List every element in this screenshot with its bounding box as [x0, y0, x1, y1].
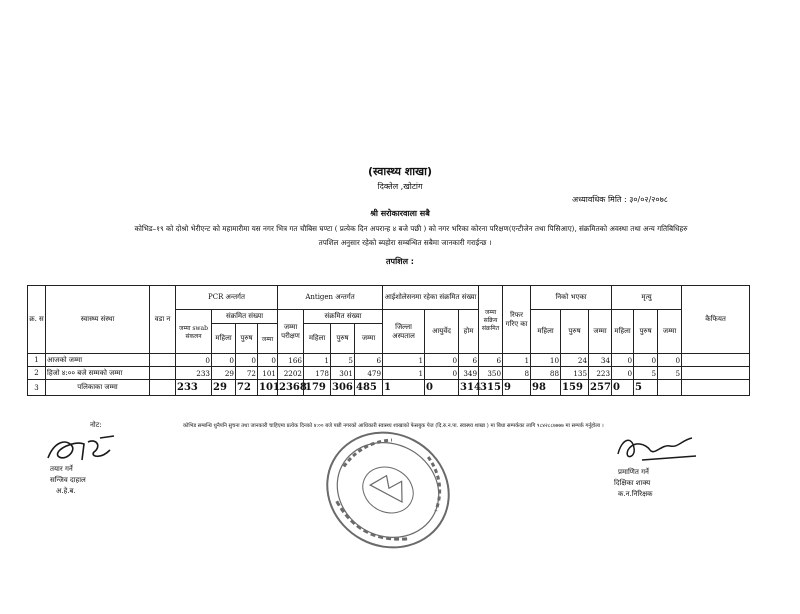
cell-rec-female: 88	[531, 367, 561, 380]
header-sn: क्र. स	[28, 286, 46, 354]
header-ag-infected: संक्रमित संख्या	[304, 310, 383, 324]
verified-by-role: क.न.निरिक्षक	[618, 490, 653, 498]
header-death-total: जम्मा	[658, 310, 682, 354]
cell-ag-infected-total: 485	[355, 380, 383, 396]
header-ayurveda: आयुर्वेद	[425, 310, 459, 354]
updated-date: अध्यावधिक मिति : ३०/०२/२०७८	[572, 195, 668, 204]
cell-iso-home: 6	[459, 354, 479, 367]
verified-by-label: प्रमाणित गर्ने	[618, 468, 649, 476]
table-row	[28, 354, 750, 367]
cell-pcr-female: 29	[212, 367, 236, 380]
header-antigen: Antigen अन्तर्गत	[278, 286, 383, 310]
cell-refer: 8	[503, 367, 531, 380]
header-pcr-male: पुरुष	[236, 324, 258, 354]
footnote: कोभिड सम्बन्धि थुनैपनि सुचना तथा जानकारी चाहिएमा प्रत्येक दिनको ४:०० बजे पछी नगरको आधिकारी स्वास्थ्य शाखाको फेसबुक पेज (दि.रु.न.पा. स्वास्थ्य शाखा ) मा बिधा सम्पर्कका लागि ९८४२८८७७७७ मा सम्पर्क गर्नुहोला ।	[183, 423, 604, 429]
cell-rec-female: 10	[531, 354, 561, 367]
cell-death-female: 0	[612, 367, 634, 380]
cell-ag-male: 5	[331, 354, 355, 367]
cell-death-total: 0	[658, 354, 682, 367]
header-death: मृत्यु	[612, 286, 682, 310]
header-refer: रिफर गरिए का	[503, 286, 531, 354]
cell-rec-total: 257	[589, 380, 612, 396]
header-death-male: पुरुष	[634, 310, 658, 354]
header-ward: वडा न	[150, 286, 176, 354]
cell-pcr-male: 0	[236, 354, 258, 367]
cell-remarks	[682, 367, 750, 380]
cell-ag-total: 2368	[278, 380, 304, 396]
cell-ag-female: 179	[304, 380, 331, 396]
cell-death-male: 5	[634, 380, 658, 396]
cell-death-total	[658, 380, 682, 396]
header-remarks: कैफियत	[682, 286, 750, 354]
header-rec-female: महिला	[531, 310, 561, 354]
cell-refer: 1	[503, 354, 531, 367]
header-pcr: PCR अन्तर्गत	[176, 286, 278, 310]
header-rec-male: पुरुष	[561, 310, 589, 354]
header-death-female: महिला	[612, 310, 634, 354]
verifier-signature	[612, 430, 702, 468]
cell-label: पलिकाका जम्मा	[46, 380, 150, 396]
cell-iso-district: 1	[383, 354, 425, 367]
cell-pcr-swab: 0	[176, 354, 212, 367]
prepared-by-name: सन्जिव दाहाल	[50, 476, 86, 484]
cell-sn: 2	[28, 367, 46, 380]
cell-death-male: 0	[634, 354, 658, 367]
cell-iso-district: 1	[383, 380, 425, 396]
cell-iso-district: 1	[383, 367, 425, 380]
cell-pcr-female: 29	[212, 380, 236, 396]
cell-refer: 9	[503, 380, 531, 396]
table-row-total	[28, 380, 750, 396]
cell-ag-total: 2202	[278, 367, 304, 380]
header-ag-female: महिला	[304, 324, 331, 354]
cell-sn: 1	[28, 354, 46, 367]
cell-active: 350	[479, 367, 503, 380]
header-recovered: निको भएका	[531, 286, 612, 310]
cell-ag-female: 1	[304, 354, 331, 367]
cell-ag-infected-total: 479	[355, 367, 383, 380]
cell-iso-ayurveda: 0	[425, 354, 459, 367]
note-label: नोट:	[90, 421, 102, 429]
cell-pcr-male: 72	[236, 367, 258, 380]
cell-label: हिजो ४:०० बजे सम्मको जम्मा	[46, 367, 150, 380]
cell-ag-total: 166	[278, 354, 304, 367]
cell-pcr-total: 0	[258, 354, 278, 367]
cell-remarks	[682, 380, 750, 396]
cell-active: 315	[479, 380, 503, 396]
cell-ward	[150, 354, 176, 367]
header-pcr-total: जम्मा	[258, 324, 278, 354]
cell-label: आजको जम्मा	[46, 354, 150, 367]
verified-by-name: दिक्षिका शाक्य	[614, 479, 651, 487]
header-pcr-female: महिला	[212, 324, 236, 354]
header-isolation: आईशोलेसनमा रहेका संक्रमित संख्या	[383, 286, 479, 310]
cell-pcr-total: 101	[258, 380, 278, 396]
cell-ward	[150, 367, 176, 380]
cell-rec-male: 24	[561, 354, 589, 367]
cell-active: 6	[479, 354, 503, 367]
cell-iso-home: 314	[459, 380, 479, 396]
table-row	[28, 367, 750, 380]
cell-ag-male: 301	[331, 367, 355, 380]
cell-ag-female: 178	[304, 367, 331, 380]
header-pcr-infected: संक्रमित संख्या	[212, 310, 278, 324]
office-location: दिक्तेल ,खोटांग	[377, 182, 423, 191]
cell-rec-female: 98	[531, 380, 561, 396]
cell-rec-total: 223	[589, 367, 612, 380]
cell-rec-male: 159	[561, 380, 589, 396]
header-active: जम्मा सक्रिय संक्रमित	[479, 286, 503, 354]
office-title: (स्वास्थ्य शाखा)	[368, 165, 432, 178]
cell-ag-male: 306	[331, 380, 355, 396]
header-pcr-swab: जम्मा swab संकलन	[176, 310, 212, 354]
cell-ag-infected-total: 6	[355, 354, 383, 367]
cell-ward	[150, 380, 176, 396]
cell-death-female: 0	[612, 354, 634, 367]
header-district-hospital: जिल्ला अस्पताल	[383, 310, 425, 354]
header-rec-total: जम्मा	[589, 310, 612, 354]
cell-rec-male: 135	[561, 367, 589, 380]
preparer-signature	[44, 432, 124, 468]
cell-pcr-swab: 233	[176, 380, 212, 396]
cell-iso-home: 349	[459, 367, 479, 380]
covid-status-table	[27, 285, 750, 396]
cell-pcr-total: 101	[258, 367, 278, 380]
header-ag-total-infected: जम्मा	[355, 324, 383, 354]
cell-pcr-male: 72	[236, 380, 258, 396]
cell-iso-ayurveda: 0	[425, 380, 459, 396]
cell-iso-ayurveda: 0	[425, 367, 459, 380]
details-heading: तपशिल :	[385, 257, 415, 266]
cell-death-total: 5	[658, 367, 682, 380]
intro-line-2: तपशिल अनुसार रहेको ब्यहोरा सम्बन्धित सबैमा जानकारी गराईन्छ ।	[318, 238, 492, 247]
cell-sn: 3	[28, 380, 46, 396]
intro-line-1: कोभिड–१९ को दोश्रो भेरीएन्ट को महामारीमा यस नगर भित्र गत चौबिस घण्टा ( प्रत्येक दिन अपरान्ह ४ बजे पछी ) को नगर भरिका कोरना परिक्षण(एन्टीजेन तथा पिसिआए), संक्रमितको अवस्था तथा अन्य गतिबिधिहरु	[134, 224, 688, 233]
header-ag-total: जम्मा परीक्षण	[278, 310, 304, 354]
cell-death-male: 5	[634, 367, 658, 380]
salutation: श्री सरोकारवाला सबै	[370, 209, 430, 218]
prepared-by-label: तयार गर्ने	[50, 465, 73, 473]
cell-pcr-swab: 233	[176, 367, 212, 380]
cell-pcr-female: 0	[212, 354, 236, 367]
cell-death-female: 0	[612, 380, 634, 396]
municipal-stamp-icon	[318, 420, 458, 560]
header-home: होम	[459, 310, 479, 354]
header-institution: स्वास्थ्य संस्था	[46, 286, 150, 354]
cell-remarks	[682, 354, 750, 367]
prepared-by-role: अ.हे.ब.	[56, 487, 76, 495]
cell-rec-total: 34	[589, 354, 612, 367]
header-ag-male: पुरुष	[331, 324, 355, 354]
